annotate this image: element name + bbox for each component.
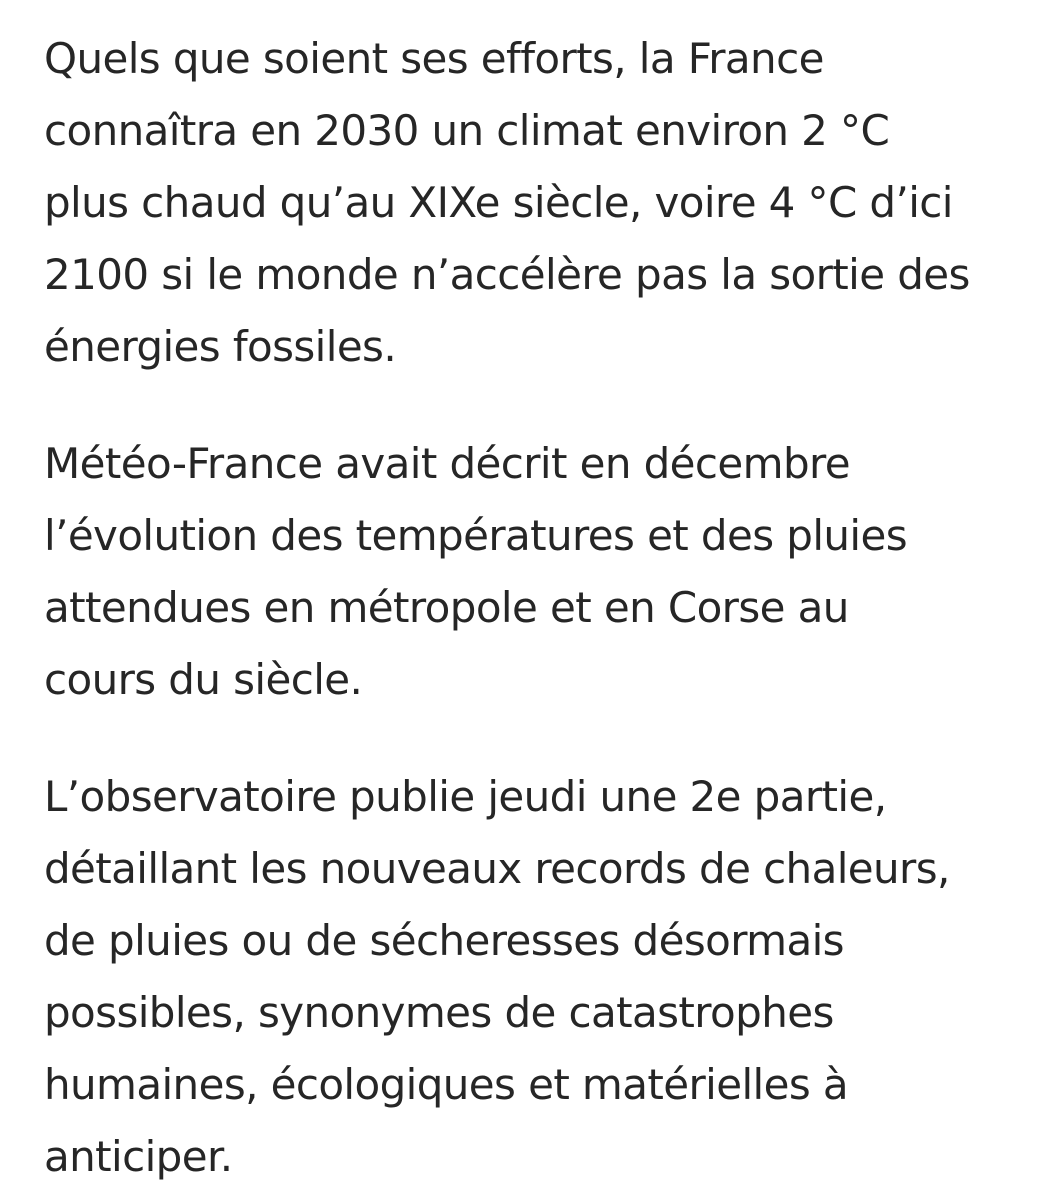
paragraph-climate-forecast: Quels que soient ses efforts, la France connaîtra en 2030 un climat environ 2 °C plus chaud qu’au XIXe siècle, voire 4 °C d’ici 2100 si le monde n’accélère pas la sortie des énergies fossiles. bbox=[44, 34, 970, 371]
article-body bbox=[44, 23, 1054, 1193]
paragraph-meteo-france-description: Météo-France avait décrit en décembre l’évolution des températures et des pluies attendues en métropole et en Corse au cours du siècle. bbox=[44, 439, 907, 704]
paragraph-observatory-records: L’observatoire publie jeudi une 2e partie, détaillant les nouveaux records de chaleurs, de pluies ou de sécheresses désormais possibles, synonymes de catastrophes humaines, écologiques et matérielles à anticiper. bbox=[44, 772, 950, 1181]
